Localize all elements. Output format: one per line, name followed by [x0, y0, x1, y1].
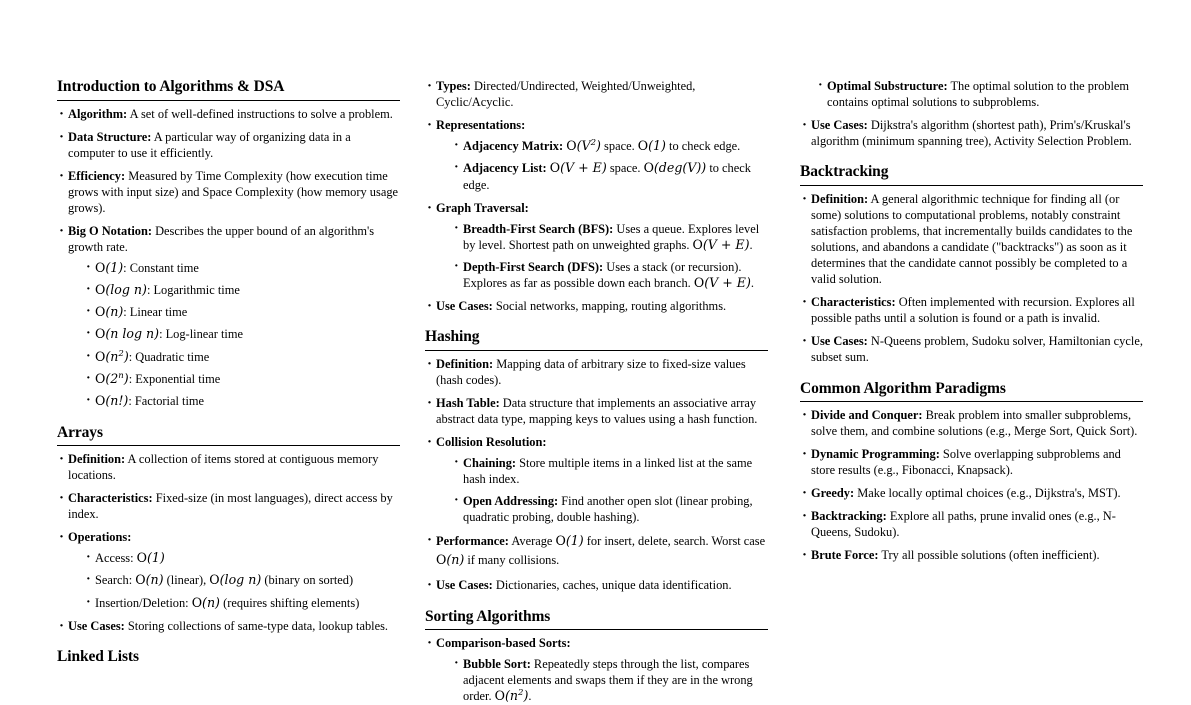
list-item	[57, 618, 400, 634]
list-item	[57, 106, 400, 122]
section-common-algorithm-paradigms	[800, 380, 1143, 564]
list-item	[85, 371, 400, 387]
sub-list-collision	[436, 455, 768, 525]
item-text: Store multiple items in a linked list at the same hash index.	[463, 455, 753, 486]
math-expression: O(V + E)	[693, 274, 751, 290]
item-text: A collection of items stored at contiguous memory locations.	[68, 452, 379, 483]
item-text: .	[528, 689, 532, 704]
heading-rule	[57, 100, 400, 101]
bullet-list-arrays	[57, 451, 400, 634]
list-item	[425, 434, 768, 525]
column-2	[425, 78, 768, 704]
term-label: Representations:	[436, 118, 526, 132]
term-label: Optimal Substructure:	[827, 79, 948, 93]
item-text: A set of well-defined instructions to solve a problem.	[127, 106, 393, 121]
list-item	[453, 259, 768, 291]
section-arrays	[57, 424, 400, 634]
section-introduction	[57, 78, 400, 410]
math-expression: O(1)	[637, 138, 666, 154]
term-label: Use Cases:	[436, 299, 493, 314]
term-label: Chaining:	[463, 455, 517, 470]
math-expression: O(1)	[136, 550, 165, 566]
list-item	[425, 200, 768, 291]
math-expression: $O(V^2)$	[566, 138, 601, 154]
list-item	[57, 490, 400, 522]
list-item	[85, 260, 400, 276]
math-expression: O(1)	[555, 532, 584, 548]
column-container	[0, 78, 1191, 704]
item-text: Uses a queue. Explores level by level. Shortest path on unweighted graphs.	[463, 221, 760, 252]
item-text: (linear),	[163, 573, 210, 588]
item-text: Data structure that implements an associative array abstract data type, mapping keys to values using a hash function.	[436, 395, 758, 426]
item-text: Fixed-size (in most languages), direct access by index.	[68, 491, 393, 522]
term-label: Use Cases:	[68, 618, 125, 633]
list-item	[57, 451, 400, 483]
list-item	[800, 191, 1143, 287]
list-item	[85, 349, 400, 365]
math-expression: O(1)	[95, 259, 124, 275]
term-label: Backtracking:	[811, 509, 887, 524]
list-item	[85, 282, 400, 298]
list-item	[425, 298, 768, 314]
term-label: Adjacency List:	[463, 161, 547, 176]
item-text: Describes the upper bound of an algorithm's growth rate.	[68, 223, 375, 254]
list-item	[85, 304, 400, 320]
item-text: Often implemented with recursion. Explores all possible paths until a solution is found or a path is invalid.	[811, 294, 1135, 325]
term-label: Algorithm:	[68, 106, 128, 121]
sub-list-representations	[436, 138, 768, 193]
heading-rule	[800, 185, 1143, 186]
item-text: for insert, delete, search. Worst case	[583, 533, 766, 548]
section-heading-common-algorithm-paradigms: Common Algorithm Paradigms	[800, 379, 1006, 397]
item-text: Try all possible solutions (often inefficient).	[878, 548, 1100, 563]
column-1	[57, 78, 400, 665]
math-expression: O(n log n)	[95, 326, 160, 342]
term-label: Divide and Conquer:	[811, 408, 923, 423]
item-text: : Logarithmic time	[146, 282, 240, 297]
sub-list-traversal	[436, 221, 768, 291]
term-label: Greedy:	[811, 486, 855, 501]
bullet-list-greedy-usecases	[800, 117, 1143, 149]
list-item	[453, 455, 768, 487]
term-label: Data Structure:	[68, 129, 152, 144]
item-text: A general algorithmic technique for finding all (or some) solutions to computational problems, notably constraint satisfaction problems, that incrementally builds candidates to the solutions, and abandons a candidate ("backtracks") as soon as it determines that the candidate cannot possibly be completed to a valid solution.	[811, 191, 1133, 286]
list-item	[85, 595, 400, 611]
item-text: (requires shifting elements)	[219, 595, 360, 610]
math-expression: O(V + E)	[549, 160, 607, 176]
section-graphs-continued	[425, 78, 768, 314]
term-label: Performance:	[436, 533, 509, 548]
list-item	[800, 117, 1143, 149]
list-item	[453, 160, 768, 192]
item-text: Make locally optimal choices (e.g., Dijkstra's, MST).	[854, 486, 1121, 501]
sub-list-comparison-sorts	[436, 656, 768, 704]
bullet-list-paradigms	[800, 407, 1143, 563]
section-heading-arrays: Arrays	[57, 423, 103, 441]
math-expression: O(deg(V))	[643, 160, 707, 176]
item-text: : Linear time	[123, 305, 188, 320]
section-greedy-continued	[800, 78, 1143, 149]
item-text: Measured by Time Complexity (how execution time grows with input size) and Space Complexity (how memory usage grows).	[68, 168, 399, 215]
math-expression: $O(n^2)$	[494, 688, 529, 704]
item-text: space.	[606, 161, 644, 176]
item-text: : Exponential time	[128, 372, 221, 387]
section-sorting-algorithms	[425, 608, 768, 705]
section-backtracking	[800, 163, 1143, 365]
math-expression: $O(n^2)$	[95, 348, 129, 364]
heading-rule	[425, 629, 768, 630]
list-item	[425, 577, 768, 593]
item-text: : Constant time	[123, 260, 199, 275]
section-linked-lists	[57, 648, 400, 670]
term-label: Dynamic Programming:	[811, 447, 940, 462]
term-label: Use Cases:	[811, 118, 868, 132]
math-expression: O(n)	[135, 572, 164, 588]
math-expression: O(n!)	[95, 393, 129, 409]
list-item	[425, 78, 768, 110]
item-text: Dictionaries, caches, unique data identification.	[492, 577, 732, 592]
list-item	[453, 138, 768, 154]
list-item	[85, 550, 400, 566]
item-text: : Log-linear time	[159, 327, 244, 342]
list-item	[85, 572, 400, 588]
bullet-list-introduction	[57, 106, 400, 410]
item-text: Find another open slot (linear probing, quadratic probing, double hashing).	[463, 493, 753, 524]
term-label: Characteristics:	[811, 294, 896, 309]
item-text: : Factorial time	[128, 394, 205, 409]
term-label: Big O Notation:	[68, 223, 152, 238]
list-item	[453, 221, 768, 253]
list-item	[800, 333, 1143, 365]
heading-rule	[425, 350, 768, 351]
item-text: Break problem into smaller subproblems, solve them, and combine solutions (e.g., Merge Sort, Quick Sort).	[811, 408, 1138, 439]
math-expression: O(log n)	[209, 572, 262, 588]
item-text: .	[750, 275, 754, 290]
heading-rule	[800, 401, 1143, 402]
item-text: space.	[600, 139, 638, 154]
list-item	[800, 407, 1143, 439]
section-heading-sorting-algorithms: Sorting Algorithms	[425, 607, 551, 625]
item-text: if many collisions.	[464, 552, 560, 567]
math-expression: O(n)	[436, 551, 465, 567]
item-text: to check edge.	[665, 139, 741, 154]
item-text: Storing collections of same-type data, lookup tables.	[124, 618, 389, 633]
list-item	[57, 529, 400, 611]
item-text: (binary on sorted)	[261, 573, 354, 588]
term-label: Efficiency:	[68, 168, 126, 183]
term-label: Bubble Sort:	[463, 657, 531, 672]
item-text: Solve overlapping subproblems and store results (e.g., Fibonacci, Knapsack).	[811, 447, 1121, 478]
item-text: Uses a stack (or recursion). Explores as far as possible down each branch.	[463, 259, 742, 290]
list-item	[85, 393, 400, 409]
item-text: to check edge.	[463, 161, 751, 192]
section-heading-linked-lists: Linked Lists	[57, 647, 139, 665]
term-label: Definition:	[436, 356, 494, 371]
section-heading-introduction: Introduction to Algorithms & DSA	[57, 78, 285, 95]
term-label: Breadth-First Search (BFS):	[463, 221, 614, 236]
section-hashing	[425, 328, 768, 593]
list-item	[800, 508, 1143, 540]
item-text: Dijkstra's algorithm (shortest path), Prim's/Kruskal's algorithm (minimum spanning tree), Activity Selection Problem.	[811, 118, 1132, 148]
term-label: Adjacency Matrix:	[463, 139, 564, 154]
sub-list-greedy-continued	[800, 78, 1143, 110]
list-item	[425, 395, 768, 427]
item-text: N-Queens problem, Sudoku solver, Hamiltonian cycle, subset sum.	[811, 333, 1143, 364]
item-text: Average	[508, 533, 556, 548]
math-expression: O(V + E)	[692, 236, 750, 252]
term-label: Operations:	[68, 530, 132, 545]
list-item	[453, 656, 768, 704]
item-text: The optimal solution to the problem contains optimal solutions to subproblems.	[827, 79, 1130, 109]
bullet-list-sorting	[425, 635, 768, 704]
list-item	[800, 485, 1143, 501]
list-item	[57, 223, 400, 410]
sub-list-operations	[68, 550, 400, 611]
term-label: Comparison-based Sorts:	[436, 636, 571, 651]
item-text: Directed/Undirected, Weighted/Unweighted, Cyclic/Acyclic.	[436, 79, 696, 109]
math-expression: O(2$^n$)	[95, 370, 129, 387]
item-text: Search:	[95, 573, 136, 588]
list-item	[800, 446, 1143, 478]
list-item	[425, 635, 768, 704]
item-text: Insertion/Deletion:	[95, 595, 192, 610]
item-text: Mapping data of arbitrary size to fixed-size values (hash codes).	[436, 356, 746, 387]
list-item	[800, 294, 1143, 326]
item-text: Social networks, mapping, routing algorithms.	[492, 299, 727, 314]
term-label: Use Cases:	[811, 333, 868, 348]
term-label: Types:	[436, 79, 471, 93]
term-label: Depth-First Search (DFS):	[463, 259, 604, 274]
list-item	[800, 547, 1143, 563]
term-label: Brute Force:	[811, 548, 879, 563]
item-text: .	[749, 237, 753, 252]
list-item	[425, 356, 768, 388]
term-label: Hash Table:	[436, 395, 500, 410]
item-text: Repeatedly steps through the list, compares adjacent elements and swaps them if they are in the wrong order.	[463, 657, 753, 704]
section-heading-hashing: Hashing	[425, 328, 480, 346]
item-text: A particular way of organizing data in a computer to use it efficiently.	[68, 129, 351, 160]
list-item	[57, 129, 400, 161]
item-text: : Quadratic time	[128, 349, 210, 364]
math-expression: O(n)	[95, 304, 124, 320]
bullet-list-backtracking	[800, 191, 1143, 365]
list-item	[453, 493, 768, 525]
term-label: Use Cases:	[436, 577, 493, 592]
section-heading-backtracking: Backtracking	[800, 163, 889, 180]
term-label: Characteristics:	[68, 491, 153, 506]
math-expression: O(log n)	[95, 281, 147, 297]
term-label: Open Addressing:	[463, 493, 559, 508]
list-item	[57, 168, 400, 216]
list-item	[425, 117, 768, 193]
term-label: Graph Traversal:	[436, 200, 529, 215]
list-item	[817, 78, 1143, 110]
heading-rule	[57, 445, 400, 446]
sub-list-bigo	[68, 260, 400, 410]
term-label: Collision Resolution:	[436, 434, 547, 449]
bullet-list-hashing	[425, 356, 768, 593]
math-expression: O(n)	[191, 594, 220, 610]
term-label: Definition:	[811, 191, 869, 206]
column-3	[800, 78, 1143, 626]
bullet-list-graphs	[425, 78, 768, 314]
item-text: Explore all paths, prune invalid ones (e.g., N-Queens, Sudoku).	[811, 509, 1116, 540]
item-text: Access:	[95, 551, 137, 566]
list-item	[85, 326, 400, 342]
list-item	[425, 532, 768, 570]
term-label: Definition:	[68, 452, 126, 467]
